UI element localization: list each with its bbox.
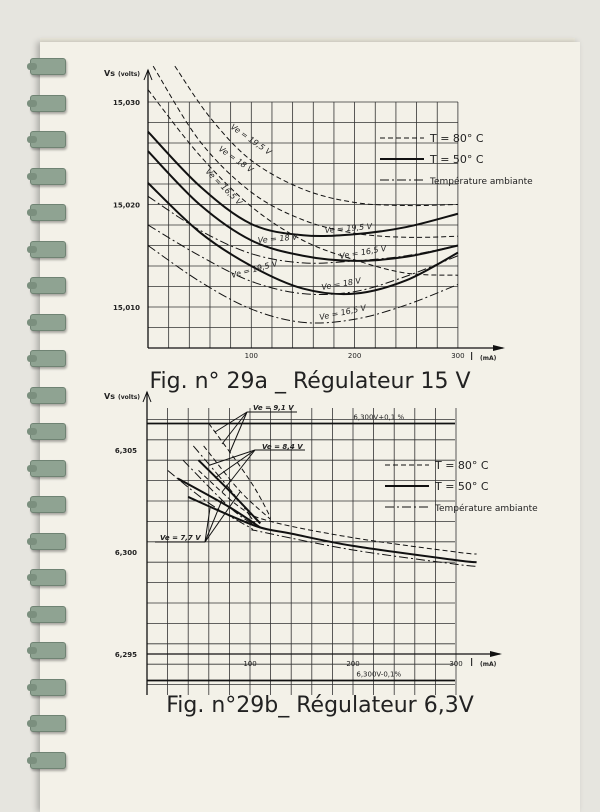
- legend: [385, 459, 538, 514]
- limit-label: 6,300V-0,1%: [356, 670, 402, 679]
- x-axis-arrow-icon: [490, 651, 502, 657]
- y-axis-label: Vs: [104, 392, 115, 401]
- figure-title: Fig. n° 29a _ Régulateur 15 V: [149, 369, 471, 394]
- series-line: [209, 423, 271, 517]
- y-tick-label: 6,295: [114, 651, 137, 659]
- ve-annotation: Ve = 18 V: [216, 144, 255, 175]
- x-tick-label: 100: [244, 352, 258, 360]
- y-tick-label: 15,030: [112, 99, 140, 107]
- legend-label: T = 50° C: [430, 153, 484, 166]
- y-tick-label: 6,305: [114, 447, 137, 455]
- x-axis-label: I: [470, 656, 474, 669]
- y-axis-unit: (volts): [118, 71, 141, 78]
- figure-title: Fig. n°29b_ Régulateur 6,3V: [166, 693, 474, 718]
- ve-annotation: Ve = 16,5 V: [318, 303, 367, 322]
- x-tick-label: 200: [346, 660, 360, 668]
- ve-annotation: Ve = 19,5 V: [324, 221, 373, 235]
- chart-1: [104, 66, 533, 394]
- ve-annotation: Ve = 8,4 V: [262, 443, 303, 451]
- ve-annotation: Ve = 16,5 V: [338, 243, 388, 261]
- annotation-leader-line: [222, 412, 247, 444]
- annotation-leader-line: [210, 450, 255, 465]
- legend-label: T = 50° C: [435, 480, 489, 493]
- y-tick-label: 6,300: [114, 549, 137, 557]
- y-axis-unit: (volts): [118, 394, 141, 401]
- x-axis-unit: (mA): [480, 355, 497, 362]
- annotation-leader-line: [230, 412, 247, 452]
- legend-label: Température ambiante: [435, 504, 538, 514]
- y-tick-label: 15,010: [112, 304, 140, 312]
- series-line: [153, 66, 458, 237]
- ve-annotation: Ve = 16,5 V: [203, 167, 244, 208]
- legend-label: Température ambiante: [430, 177, 533, 187]
- series-line: [148, 243, 458, 324]
- ve-annotation: Ve = 19,5 V: [230, 258, 279, 280]
- legend-label: T = 80° C: [430, 132, 484, 145]
- chart-2: [104, 392, 538, 718]
- series-line: [168, 470, 477, 566]
- x-axis-label: I: [470, 350, 474, 363]
- ve-annotation: Ve = 19,5 V: [228, 122, 273, 157]
- x-axis-arrow-icon: [493, 345, 505, 351]
- series-line: [178, 479, 260, 528]
- x-axis-unit: (mA): [480, 661, 497, 668]
- x-tick-label: 100: [243, 660, 257, 668]
- annotation-leader-line: [215, 450, 255, 478]
- x-tick-label: 200: [347, 352, 362, 360]
- ve-annotation: Ve = 18 V: [257, 232, 298, 245]
- limit-label: 6,300V+0,1 %: [353, 413, 405, 422]
- y-tick-label: 15,020: [112, 201, 140, 210]
- legend: [380, 132, 533, 187]
- ve-annotation: Ve = 9,1 V: [253, 404, 294, 412]
- y-axis-label: Vs: [104, 69, 115, 78]
- x-tick-label: 300: [451, 352, 465, 360]
- ve-annotation: Ve = 7,7 V: [160, 534, 201, 542]
- legend-label: T = 80° C: [435, 459, 489, 472]
- annotation-leader-line: [215, 412, 247, 432]
- ve-annotation: Ve = 18 V: [320, 276, 362, 292]
- x-tick-label: 300: [449, 660, 463, 668]
